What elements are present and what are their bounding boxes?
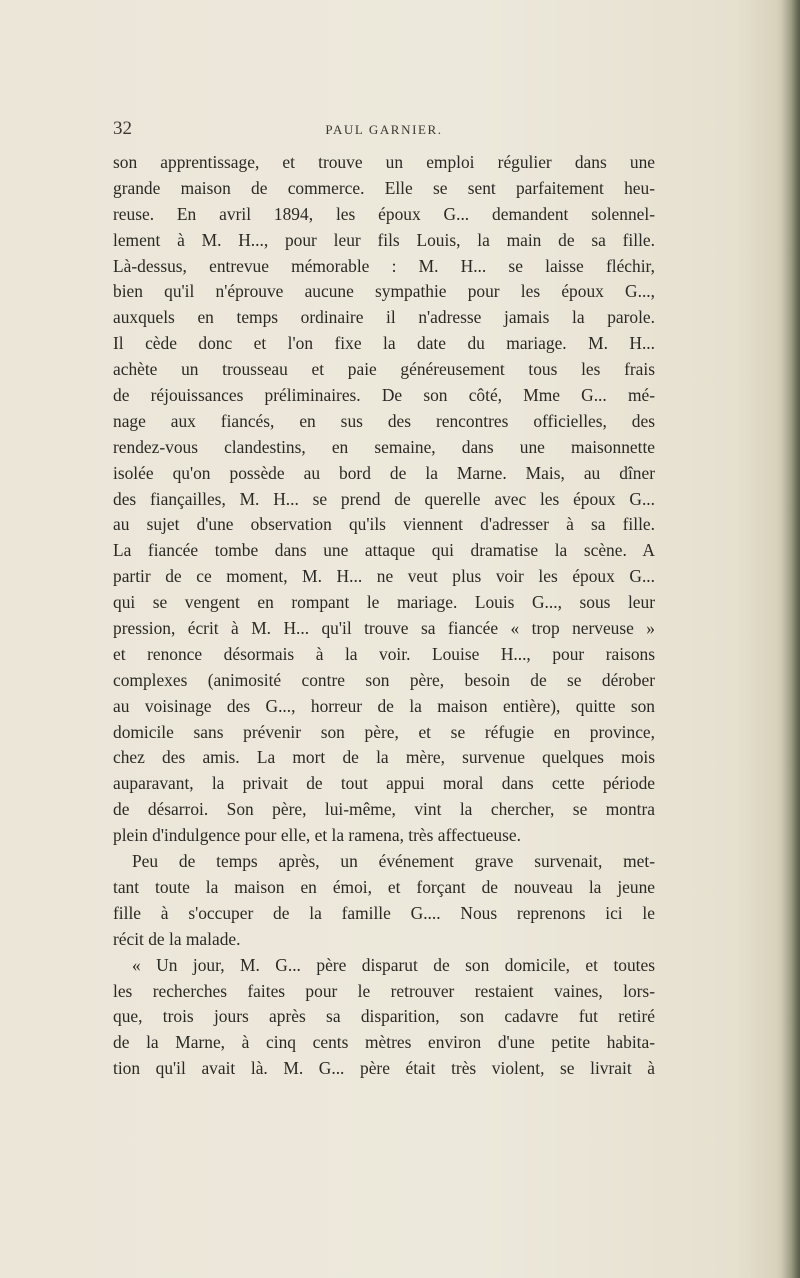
text-line: fille à s'occuper de la famille G.... Nous reprenons ici le (113, 902, 655, 923)
text-line: les recherches faites pour le retrouver restaient vaines, lors- (113, 980, 655, 1001)
body-text (113, 150, 655, 1082)
text-line: La fiancée tombe dans une attaque qui dramatise la scène. A (113, 540, 655, 561)
text-line: bien qu'il n'éprouve aucune sympathie pour les époux G..., (113, 281, 655, 302)
text-line: que, trois jours après sa disparition, son cadavre fut retiré (113, 1006, 655, 1027)
text-line: tant toute la maison en émoi, et forçant de nouveau la jeune (113, 876, 655, 897)
text-line: domicile sans prévenir son père, et se réfugie en province, (113, 721, 655, 742)
text-line: achète un trousseau et paie généreusement tous les frais (113, 359, 655, 380)
text-line: tion qu'il avait là. M. G... père était très violent, se livrait à (113, 1058, 655, 1079)
text-line: et renonce désormais à la voir. Louise H..., pour raisons (113, 643, 655, 664)
text-line: son apprentissage, et trouve un emploi régulier dans une (113, 152, 655, 172)
text-line: « Un jour, M. G... père disparut de son domicile, et toutes (132, 954, 655, 975)
text-line: pression, écrit à M. H... qu'il trouve sa fiancée « trop nerveuse » (113, 618, 655, 639)
text-line: reuse. En avril 1894, les époux G... demandent solennel- (113, 203, 655, 224)
text-line: au sujet d'une observation qu'ils viennent d'adresser à sa fille. (113, 514, 655, 535)
text-line: qui se vengent en rompant le mariage. Louis G..., sous leur (113, 592, 655, 613)
text-line: de désarroi. Son père, lui-même, vint la chercher, se montra (113, 799, 655, 820)
text-line: chez des amis. La mort de la mère, survenue quelques mois (113, 747, 655, 768)
text-line: auxquels en temps ordinaire il n'adresse jamais la parole. (113, 307, 655, 328)
text-line: plein d'indulgence pour elle, et la ramena, très affectueuse. (113, 825, 521, 846)
text-line: récit de la malade. (113, 928, 241, 949)
text-line: grande maison de commerce. Elle se sent parfaitement heu- (113, 177, 655, 198)
text-line: auparavant, la privait de tout appui moral dans cette période (113, 773, 655, 794)
page-header (113, 118, 655, 142)
running-head: PAUL GARNIER. (325, 122, 443, 137)
text-line: Il cède donc et l'on fixe la date du mariage. M. H... (113, 333, 655, 354)
page-edge-shadow (782, 0, 800, 1278)
text-line: nage aux fiancés, en sus des rencontres officielles, des (113, 410, 655, 431)
text-line: de réjouissances préliminaires. De son côté, Mme G... mé- (113, 385, 655, 406)
text-line: Là-dessus, entrevue mémorable : M. H... se laisse fléchir, (113, 255, 655, 276)
text-line: au voisinage des G..., horreur de la maison entière), quitte son (113, 695, 655, 716)
text-line: des fiançailles, M. H... se prend de querelle avec les époux G... (113, 488, 655, 509)
text-line: complexes (animosité contre son père, besoin de se dérober (113, 669, 655, 690)
text-line: isolée qu'on possède au bord de la Marne. Mais, au dîner (113, 462, 655, 483)
text-line: rendez-vous clandestins, en semaine, dans une maisonnette (113, 436, 655, 457)
text-line: Peu de temps après, un événement grave survenait, met- (132, 851, 655, 872)
text-line: partir de ce moment, M. H... ne veut plus voir les époux G... (113, 566, 655, 587)
text-line: lement à M. H..., pour leur fils Louis, la main de sa fille. (113, 229, 655, 250)
page-number: 32 (113, 118, 132, 139)
text-line: de la Marne, à cinq cents mètres environ d'une petite habita- (113, 1032, 655, 1053)
